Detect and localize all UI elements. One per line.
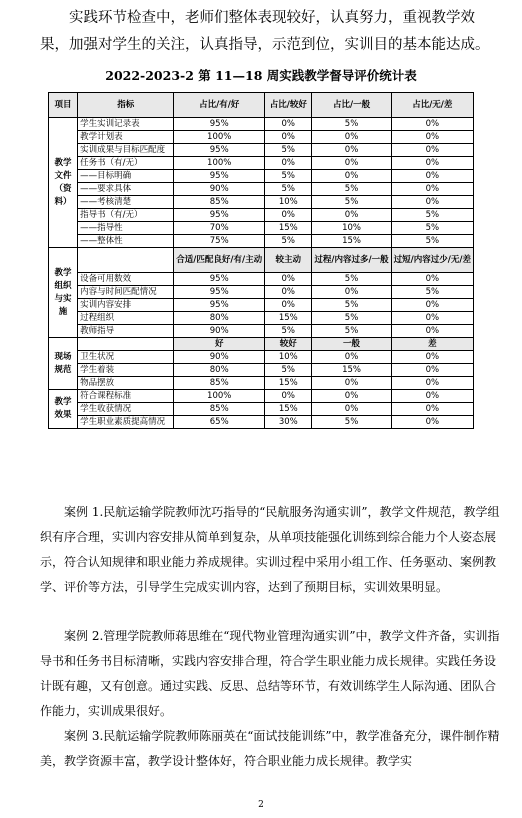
subheader-cell: 好: [174, 338, 265, 351]
table-row: [49, 364, 474, 377]
subheader-blank: [78, 338, 174, 351]
percent-cell: 0%: [312, 144, 391, 157]
percent-cell: 0%: [391, 131, 473, 144]
percent-cell: 90%: [174, 351, 265, 364]
table-row: [49, 390, 474, 403]
percent-cell: 95%: [174, 299, 265, 312]
percent-cell: 0%: [391, 325, 473, 338]
table-row: [49, 235, 474, 248]
percent-cell: 10%: [312, 222, 391, 235]
percent-cell: 5%: [265, 170, 312, 183]
case-2: 案例 2.管理学院教师蒋思维在“现代物业管理沟通实训”中，教学文件齐备，实训指导书和任务书目标清晰，实践内容安排合理，符合学生职业能力成长规律。实践任务设计既有趣，又有创意。通过实践、反思、总结等环节，有效训练学生人际沟通、团队合作能力，实训成果很好。: [40, 629, 500, 718]
percent-cell: 15%: [312, 364, 391, 377]
intro-paragraph: 实践环节检查中，老师们整体表现较好，认真努力，重视教学效果，加强对学生的关注，认真指导，示范到位，实训目的基本能达成。: [40, 10, 490, 53]
percent-cell: 0%: [312, 131, 391, 144]
percent-cell: 0%: [391, 390, 473, 403]
section-category: 现场规范: [49, 338, 78, 390]
percent-cell: 0%: [391, 299, 473, 312]
percent-cell: 0%: [391, 196, 473, 209]
percent-cell: 0%: [391, 118, 473, 131]
percent-cell: 15%: [312, 235, 391, 248]
percent-cell: 0%: [391, 416, 473, 429]
table-subheader-row: [49, 248, 474, 273]
indicator-cell: ——目标明确: [78, 170, 174, 183]
table-row: [49, 325, 474, 338]
percent-cell: 0%: [312, 286, 391, 299]
table-header-row: [49, 93, 474, 118]
subheader-cell: 过短/内容过少/无/差: [391, 248, 473, 273]
percent-cell: 0%: [391, 273, 473, 286]
percent-cell: 70%: [174, 222, 265, 235]
percent-cell: 0%: [391, 183, 473, 196]
percent-cell: 0%: [391, 351, 473, 364]
percent-cell: 0%: [391, 364, 473, 377]
percent-cell: 85%: [174, 196, 265, 209]
indicator-cell: 内容与时间匹配情况: [78, 286, 174, 299]
percent-cell: 0%: [265, 286, 312, 299]
table-row: [49, 183, 474, 196]
percent-cell: 85%: [174, 377, 265, 390]
percent-cell: 85%: [174, 403, 265, 416]
table-row: [49, 222, 474, 235]
percent-cell: 0%: [265, 209, 312, 222]
percent-cell: 0%: [312, 403, 391, 416]
percent-cell: 5%: [312, 299, 391, 312]
percent-cell: 95%: [174, 273, 265, 286]
indicator-cell: 任务书（有/无）: [78, 157, 174, 170]
table-row: [49, 209, 474, 222]
percent-cell: 95%: [174, 286, 265, 299]
subheader-cell: 一般: [312, 338, 391, 351]
table-row: [49, 377, 474, 390]
indicator-cell: 指导书（有/无）: [78, 209, 174, 222]
percent-cell: 15%: [265, 403, 312, 416]
percent-cell: 0%: [265, 390, 312, 403]
indicator-cell: 实训内容安排: [78, 299, 174, 312]
percent-cell: 5%: [312, 273, 391, 286]
indicator-cell: 物品摆放: [78, 377, 174, 390]
percent-cell: 0%: [265, 299, 312, 312]
section-category: 教学文件（资料）: [49, 118, 78, 248]
percent-cell: 0%: [391, 403, 473, 416]
table-row: [49, 157, 474, 170]
percent-cell: 0%: [391, 170, 473, 183]
table-row: [49, 416, 474, 429]
table-row: [49, 170, 474, 183]
table-row: [49, 403, 474, 416]
percent-cell: 100%: [174, 131, 265, 144]
header-indicator: 指标: [78, 93, 174, 118]
indicator-cell: ——考核清楚: [78, 196, 174, 209]
percent-cell: 5%: [312, 196, 391, 209]
percent-cell: 5%: [265, 183, 312, 196]
percent-cell: 0%: [265, 131, 312, 144]
percent-cell: 80%: [174, 312, 265, 325]
percent-cell: 80%: [174, 364, 265, 377]
percent-cell: 5%: [265, 235, 312, 248]
percent-cell: 0%: [391, 157, 473, 170]
percent-cell: 0%: [265, 157, 312, 170]
percent-cell: 0%: [312, 209, 391, 222]
percent-cell: 5%: [391, 235, 473, 248]
indicator-cell: 学生收获情况: [78, 403, 174, 416]
table-row: [49, 286, 474, 299]
table-row: [49, 351, 474, 364]
table-row: [49, 312, 474, 325]
indicator-cell: 学生着装: [78, 364, 174, 377]
subheader-cell: 过程/内容过多/一般: [312, 248, 391, 273]
percent-cell: 75%: [174, 235, 265, 248]
indicator-cell: 教学计划表: [78, 131, 174, 144]
percent-cell: 15%: [265, 312, 312, 325]
percent-cell: 5%: [391, 222, 473, 235]
table-row: [49, 196, 474, 209]
page-number: 2: [258, 800, 264, 810]
indicator-cell: 过程组织: [78, 312, 174, 325]
header-c3: 占比/一般: [312, 93, 391, 118]
subheader-cell: 较好: [265, 338, 312, 351]
indicator-cell: ——指导性: [78, 222, 174, 235]
percent-cell: 100%: [174, 157, 265, 170]
percent-cell: 5%: [391, 209, 473, 222]
case-1: 案例 1.民航运输学院教师沈巧指导的“民航服务沟通实训”，教学文件规范，教学组织有序合理，实训内容安排从简单到复杂，从单项技能强化训练到综合能力个人姿态展示，符合认知规律和职业能力养成规律。实训过程中采用小组工作、任务驱动、案例教学、评价等方法，引导学生完成实训内容，达到了预期目标，实训效果明显。: [40, 505, 500, 594]
header-c2: 占比/较好: [265, 93, 312, 118]
case-3: 案例 3.民航运输学院教师陈丽英在“面试技能训练”中，教学准备充分，课件制作精美，教学资源丰富，教学设计整体好，符合职业能力成长规律。教学实: [40, 729, 500, 768]
percent-cell: 5%: [312, 183, 391, 196]
header-item: 项目: [49, 93, 78, 118]
percent-cell: 100%: [174, 390, 265, 403]
percent-cell: 5%: [312, 325, 391, 338]
table-row: [49, 273, 474, 286]
indicator-cell: 卫生状况: [78, 351, 174, 364]
subheader-cell: 较主动: [265, 248, 312, 273]
indicator-cell: 实训成果与目标匹配度: [78, 144, 174, 157]
percent-cell: 0%: [312, 170, 391, 183]
percent-cell: 0%: [312, 377, 391, 390]
evaluation-table: [48, 92, 474, 429]
percent-cell: 5%: [391, 286, 473, 299]
indicator-cell: ——要求具体: [78, 183, 174, 196]
table-row: [49, 131, 474, 144]
percent-cell: 15%: [265, 222, 312, 235]
percent-cell: 5%: [265, 144, 312, 157]
percent-cell: 95%: [174, 170, 265, 183]
percent-cell: 15%: [265, 377, 312, 390]
percent-cell: 0%: [391, 377, 473, 390]
percent-cell: 65%: [174, 416, 265, 429]
subheader-cell: 差: [391, 338, 473, 351]
percent-cell: 0%: [312, 390, 391, 403]
percent-cell: 0%: [265, 273, 312, 286]
percent-cell: 30%: [265, 416, 312, 429]
table-row: [49, 299, 474, 312]
percent-cell: 5%: [265, 364, 312, 377]
percent-cell: 90%: [174, 183, 265, 196]
table-row: [49, 144, 474, 157]
section-category: 教学效果: [49, 390, 78, 429]
subheader-blank: [78, 248, 174, 273]
percent-cell: 5%: [265, 325, 312, 338]
percent-cell: 0%: [312, 157, 391, 170]
percent-cell: 5%: [312, 312, 391, 325]
table-subheader-row: [49, 338, 474, 351]
percent-cell: 0%: [391, 144, 473, 157]
percent-cell: 0%: [391, 312, 473, 325]
percent-cell: 95%: [174, 144, 265, 157]
header-c1: 占比/有/好: [174, 93, 265, 118]
percent-cell: 10%: [265, 351, 312, 364]
indicator-cell: 学生实训记录表: [78, 118, 174, 131]
header-c4: 占比/无/差: [391, 93, 473, 118]
indicator-cell: ——整体性: [78, 235, 174, 248]
percent-cell: 0%: [312, 351, 391, 364]
percent-cell: 10%: [265, 196, 312, 209]
section-category: 教学组织与实施: [49, 248, 78, 338]
indicator-cell: 学生职业素质提高情况: [78, 416, 174, 429]
percent-cell: 90%: [174, 325, 265, 338]
subheader-cell: 合适/匹配良好/有/主动: [174, 248, 265, 273]
indicator-cell: 设备可用数效: [78, 273, 174, 286]
table-title: 2022-2023-2 第 11—18 周实践教学督导评价统计表: [105, 68, 417, 83]
indicator-cell: 教师指导: [78, 325, 174, 338]
percent-cell: 0%: [265, 118, 312, 131]
table-row: [49, 118, 474, 131]
percent-cell: 95%: [174, 118, 265, 131]
indicator-cell: 符合课程标准: [78, 390, 174, 403]
percent-cell: 5%: [312, 416, 391, 429]
percent-cell: 95%: [174, 209, 265, 222]
percent-cell: 5%: [312, 118, 391, 131]
